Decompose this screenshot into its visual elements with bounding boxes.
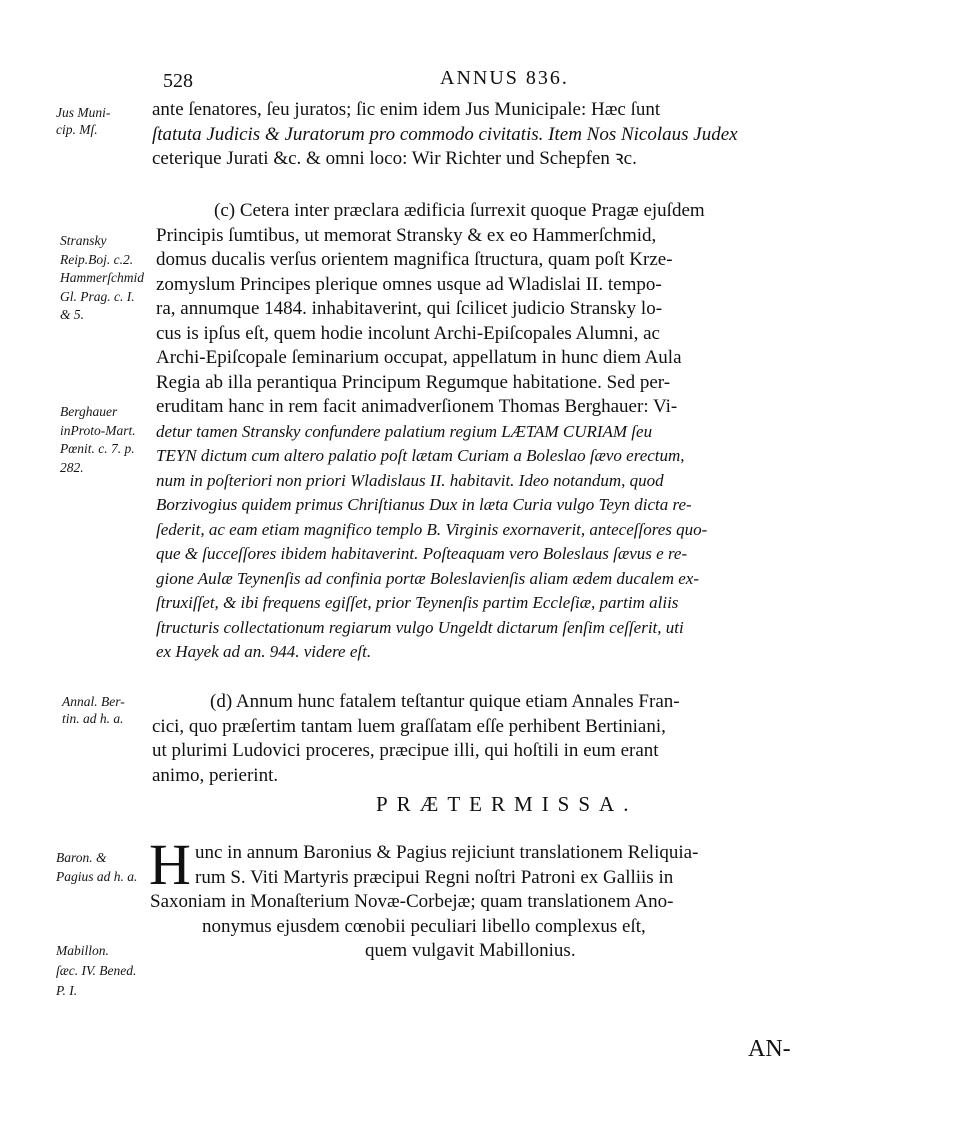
margin-note-mabillon: Mabillon. ſæc. IV. Bened. P. I. — [56, 943, 137, 998]
text-line: ſtruxiſſet, & ibi frequens egiſſet, prior Teynenſis partim Eccleſiæ, partim aliis — [156, 593, 679, 612]
margin-note-stransky: Stransky Reip.Boj. c.2. Hammerſchmid Gl. Prag. c. I. & 5. — [60, 233, 144, 322]
text-line: nonymus ejusdem cœnobii peculiari libello complexus eſt, — [202, 915, 646, 937]
text-line: (c) Cetera inter præclara ædificia ſurrexit quoque Pragæ ejuſdem — [214, 200, 705, 221]
paragraph-note-c — [156, 199, 707, 665]
text-line: zomyslum Principes plerique omnes usque ad Wladislai II. tempo- — [156, 273, 662, 295]
text-line: cici, quo præſertim tantam luem graſſatam eſſe perhibent Bertiniani, — [152, 715, 666, 737]
text-line: animo, perierint. — [152, 764, 279, 786]
margin-note-berghauer: Berghauer inProto-Mart. Pœnit. c. 7. p. 282. — [60, 404, 136, 475]
text-line: eruditam hanc in rem facit animadverſionem Thomas Berghauer: Vi- — [156, 396, 678, 417]
text-line: ſtructuris collectationum regiarum vulgo Ungeldt dictarum ſenſim ceſſerit, uti — [156, 617, 684, 637]
text-line: (d) Annum hunc fatalem teſtantur quique etiam Annales Fran- — [210, 691, 680, 712]
text-line: ceterique Jurati &c. & omni loco: Wir Richter und Schepfen ꝛc. — [152, 148, 637, 169]
text-line: Archi-Epiſcopale ſeminarium occupat, appellatum in hunc diem Aula — [156, 347, 682, 368]
drop-cap: H — [149, 832, 191, 897]
text-line: ſtatuta Judicis & Juratorum pro commodo civitatis. Item Nos Nicolaus Judex — [152, 123, 738, 145]
text-line: num in poſteriori non priori Wladislaus II. habitavit. Ideo notandum, quod — [156, 470, 664, 490]
text-line: ut plurimi Ludovici proceres, præcipue illi, qui hoſtili in eum erant — [152, 740, 659, 761]
margin-note-annal-bertin: Annal. Ber- tin. ad h. a. — [62, 694, 125, 726]
text-line: detur tamen Stransky confundere palatium regium LÆTAM CURIAM ſeu — [156, 421, 653, 441]
catchword: AN- — [748, 1036, 791, 1062]
text-line: Regia ab illa perantiqua Principum Regumque habitatione. Sed per- — [156, 371, 671, 393]
text-line: cus is ipſus eſt, quem hodie incolunt Archi-Epiſcopales Alumni, ac — [156, 322, 660, 344]
text-line: ante ſenatores, ſeu juratos; ſic enim idem Jus Municipale: Hæc ſunt — [152, 99, 661, 120]
text-line: domus ducalis verſus orientem magnifica ſtructura, quam poſt Krze- — [156, 249, 673, 270]
text-line: ſederit, ac eam etiam magnifico templo B. Virginis exornaverit, anteceſſores quo- — [156, 519, 708, 539]
text-line: ra, annumque 1484. inhabitaverint, qui ſcilicet judicio Stransky lo- — [156, 298, 663, 319]
running-title: ANNUS 836. — [440, 67, 569, 89]
text-line: gione Aulæ Teynenſis ad confinia portæ Boleslavienſis aliam ædem ducalem ex- — [156, 568, 699, 588]
section-heading: PRÆTERMISSA. — [376, 792, 638, 816]
margin-note-jus-municipale: Jus Muni- cip. Mſ. — [56, 105, 111, 137]
text-line: ex Hayek ad an. 944. videre eſt. — [156, 642, 372, 661]
paragraph-note-d — [152, 690, 680, 788]
page-number: 528 — [163, 70, 193, 92]
margin-note-baronius: Baron. & Pagius ad h. a. — [56, 850, 138, 884]
text-line: unc in annum Baronius & Pagius rejiciunt translationem Reliquia- — [195, 842, 699, 863]
text-line: Saxoniam in Monaſterium Novæ-Corbejæ; quam translationem Ano- — [150, 891, 674, 912]
paragraph-top — [152, 98, 738, 172]
text-line: Borzivogius quidem primus Chriſtianus Dux in læta Curia vulgo Teyn dicta re- — [156, 495, 692, 514]
text-line: quem vulgavit Mabillonius. — [365, 940, 576, 961]
text-line: que & ſucceſſores ibidem habitaverint. Poſteaquam vero Boleslaus ſævus e re- — [156, 544, 688, 563]
text-line: TEYN dictum cum altero palatio poſt lætam Curiam a Boleslao ſævo erectum, — [156, 446, 685, 465]
final-paragraph — [150, 841, 698, 964]
text-line: Principis ſumtibus, ut memorat Stransky & ex eo Hammerſchmid, — [156, 224, 657, 246]
text-line: rum S. Viti Martyris præcipui Regni noſtri Patroni ex Galliis in — [195, 866, 674, 888]
